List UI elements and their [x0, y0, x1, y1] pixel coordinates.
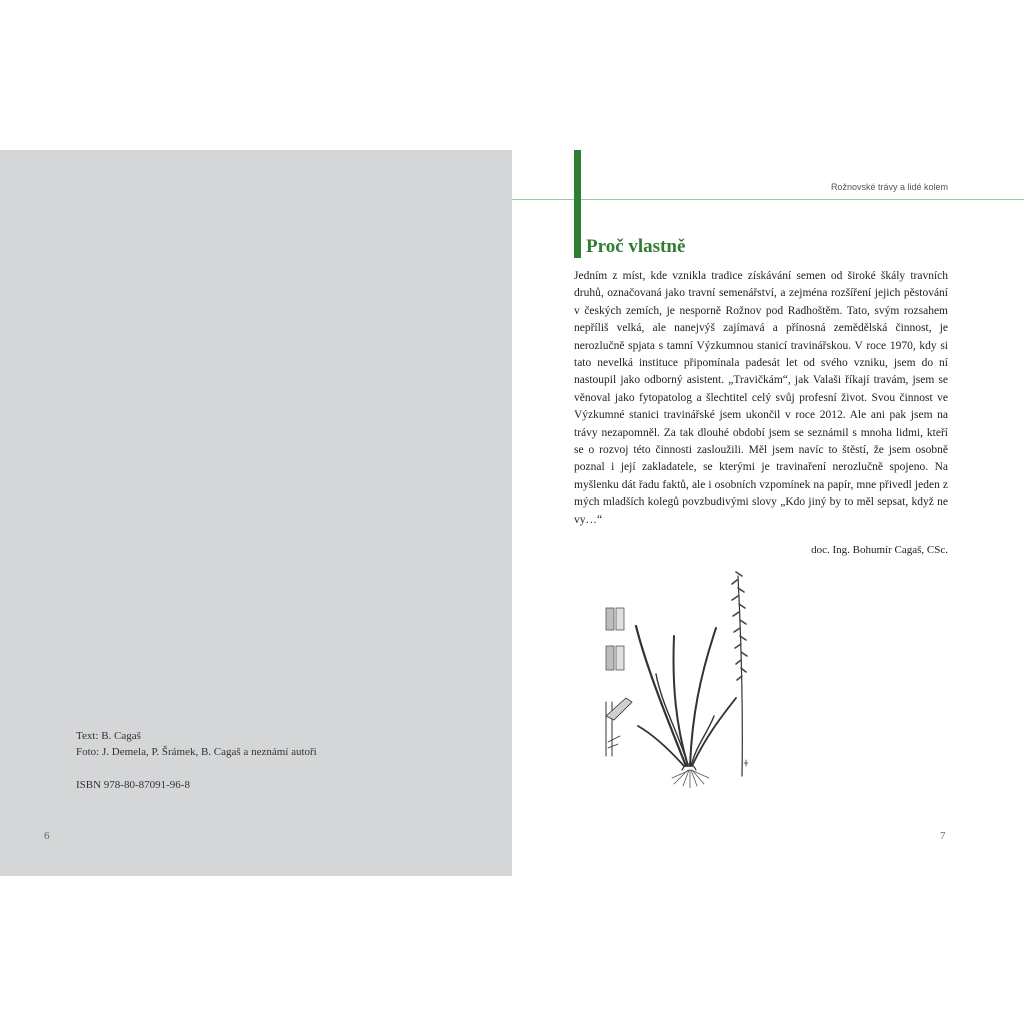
chapter-title: Proč vlastně [586, 236, 686, 257]
left-page [0, 150, 512, 876]
author-signature: doc. Ing. Bohumír Cagaš, CSc. [811, 544, 948, 556]
page-number-left: 6 [44, 830, 50, 842]
body-paragraph: Jedním z míst, kde vznikla tradice získávání semen od široké škály travních druhů, označovaná jako travní semenářství, a zejména rozšíření jejich pěstování v českých zemích, je nesporně Rožnov pod Radhoštěm. Tato, svým rozsahem nepříliš velká, ale nanejvýš zajímavá a přínosná zemědělská činnost, je nerozlučně spjata s tamní Výzkumnou stanicí travinářskou. V roce 1970, kdy si tato nevelká instituce připomínala padesát let od svého vzniku, jsem do ní nastoupil jako odborný asistent. „Travičkám“, jak Valaši říkají travám, jsem se věnoval jako fytopatolog a šlechtitel celý svůj profesní život. Svou činnost ve Výzkumné stanici travinářské jsem ukončil v roce 2012. Ale ani pak jsem na trávy nezapomněl. Za tak dlouhé období jsem se seznámil s mnoha lidmi, kteří se o rozvoj této činnosti zasloužili. Měl jsem navíc to štěstí, že jsem osobně poznal i její zakladatele, se kterými je travinaření nerozlučně spojeno. Na myšlenku dát řadu faktů, ale i osobních vzpomínek na papír, mne přivedl jeden z mých mladších kolegů povzbudivými slovy „Kdo jiný by to měl sepsat, když ne vy…“ [574, 270, 948, 526]
header-rule [512, 199, 1024, 200]
grass-plant-drawing-icon [596, 566, 756, 788]
photo-credit: Foto: J. Demela, P. Šrámek, B. Cagaš a neznámí autoři [76, 746, 317, 758]
running-head: Rožnovské trávy a lidé kolem [830, 182, 948, 192]
accent-bar [574, 150, 581, 258]
isbn: ISBN 978-80-87091-96-8 [76, 779, 190, 791]
page-number-right: 7 [940, 830, 946, 842]
credits-block [76, 728, 317, 793]
text-credit: Text: B. Cagaš [76, 730, 141, 742]
